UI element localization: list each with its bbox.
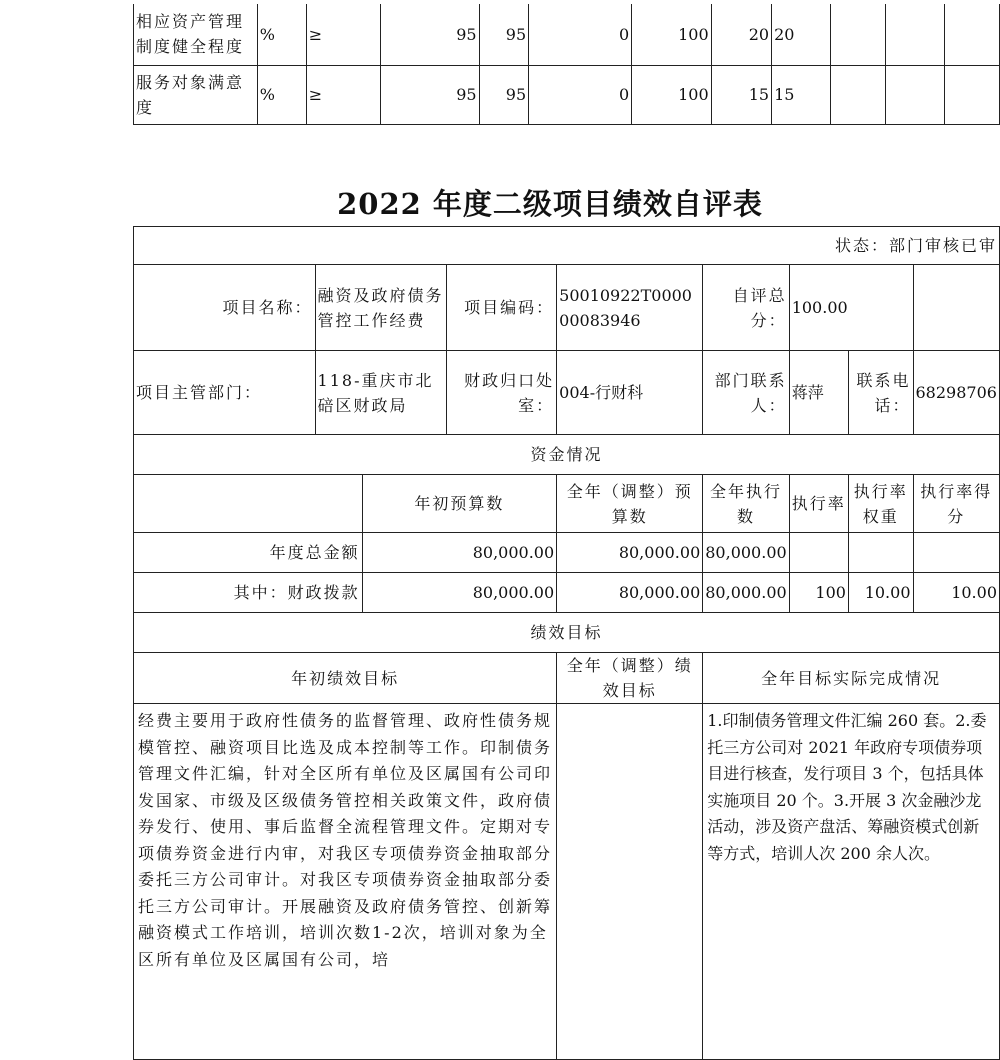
adjusted-goal-text [557,704,703,1060]
empty-cell [885,65,944,124]
table-row [134,573,1000,613]
indicator-unit: % [257,65,306,124]
empty-cell [134,475,363,533]
office-value: 004-行财科 [557,351,703,435]
funds-score: 10.00 [913,573,1000,613]
indicator-operator: ≥ [306,65,380,124]
empty-cell [830,4,885,65]
empty-cell [945,4,1000,65]
funds-section-row [134,435,1000,475]
indicator-unit: % [257,4,306,65]
indicator-operator: ≥ [306,4,380,65]
goals-header-row [134,653,1000,704]
funds-row-label: 其中：财政拨款 [134,573,363,613]
funds-header: 执行率 [789,475,848,533]
office-label: 财政归口处室： [447,351,557,435]
funds-row-label: 年度总金额 [134,533,363,573]
indicator-value: 0 [529,4,632,65]
table-row [134,533,1000,573]
funds-executed: 80,000.00 [703,573,789,613]
indicator-table-continued [133,4,1000,125]
project-code-label: 项目编码： [447,265,557,351]
initial-goal-text: 经费主要用于政府性债务的监督管理、政府性债务规模管控、融资项目比选及成本控制等工作。印制债务管理文件汇编，针对全区所有单位及区属国有公司印发国家、市级及区级债务管控相关政策文件，政府债券发行、使用、事后监督全流程管理文件。定期对专项债券资金进行内审，对我区专项债券资金抽取部分委托三方公司审计。对我区专项债券资金抽取部分委托三方公司审计。开展融资及政府债务管控、创新筹融资模式工作培训，培训次数1-2次，培训对象为全区所有单位及区属国有公司，培 [134,704,557,1060]
dept-value: 118-重庆市北碚区财政局 [315,351,447,435]
funds-adjusted: 80,000.00 [557,573,703,613]
actual-completion-text: 1.印制债务管理文件汇编 260 套。2.委托三方公司对 2021 年政府专项债券项目进行核查，发行项目 3 个，包括具体实施项目 20 个。3.开展 3 次金融沙龙活动，涉及资产盘活、筹融资模式创新等方式，培训人次 200 余人次。 [703,704,1000,1060]
funds-executed: 80,000.00 [703,533,789,573]
empty-cell [885,4,944,65]
empty-cell [830,65,885,124]
self-evaluation-table [133,226,1000,1060]
funds-header: 年初预算数 [362,475,557,533]
indicator-value: 95 [479,4,529,65]
indicator-value: 100 [632,65,712,124]
funds-header-row [134,475,1000,533]
funds-score [913,533,1000,573]
funds-header: 全年（调整）预算数 [557,475,703,533]
funds-weight: 10.00 [848,573,913,613]
funds-header: 执行率得分 [913,475,1000,533]
funds-budget: 80,000.00 [362,573,557,613]
funds-budget: 80,000.00 [362,533,557,573]
funds-rate [789,533,848,573]
funds-section-title: 资金情况 [134,435,1000,475]
goals-header: 年初绩效目标 [134,653,557,704]
empty-cell [945,65,1000,124]
funds-header: 执行率权重 [848,475,913,533]
project-dept-row [134,351,1000,435]
indicator-name: 相应资产管理制度健全程度 [134,4,258,65]
indicator-value: 100 [632,4,712,65]
page-title: 2022 年度二级项目绩效自评表 [337,187,763,221]
dept-label: 项目主管部门： [134,351,316,435]
score-value: 100.00 [789,265,913,351]
phone-label: 联系电话： [848,351,913,435]
funds-adjusted: 80,000.00 [557,533,703,573]
table-row [134,65,1000,124]
indicator-value: 20 [772,4,831,65]
project-code-value: 50010922T000000083946 [557,265,703,351]
indicator-value: 0 [529,65,632,124]
indicator-name: 服务对象满意度 [134,65,258,124]
contact-label: 部门联系人： [703,351,789,435]
funds-header: 全年执行数 [703,475,789,533]
indicator-value: 95 [381,65,480,124]
phone-value: 68298706 [913,351,1000,435]
project-name-row [134,265,1000,351]
status-text: 状态：部门审核已审 [134,227,1000,265]
goals-section-title: 绩效目标 [134,613,1000,653]
indicator-value: 95 [479,65,529,124]
indicator-value: 95 [381,4,480,65]
score-label: 自评总分： [703,265,789,351]
empty-cell [913,265,1000,351]
indicator-value: 15 [772,65,831,124]
goals-header: 全年（调整）绩效目标 [557,653,703,704]
goals-section-row [134,613,1000,653]
goals-header: 全年目标实际完成情况 [703,653,1000,704]
funds-rate: 100 [789,573,848,613]
indicator-value: 15 [711,65,771,124]
table-row [134,4,1000,65]
goals-content-row [134,704,1000,1060]
project-name-value: 融资及政府债务管控工作经费 [315,265,447,351]
indicator-value: 20 [711,4,771,65]
funds-weight [848,533,913,573]
contact-value: 蒋萍 [789,351,848,435]
status-row [134,227,1000,265]
project-name-label: 项目名称： [134,265,316,351]
